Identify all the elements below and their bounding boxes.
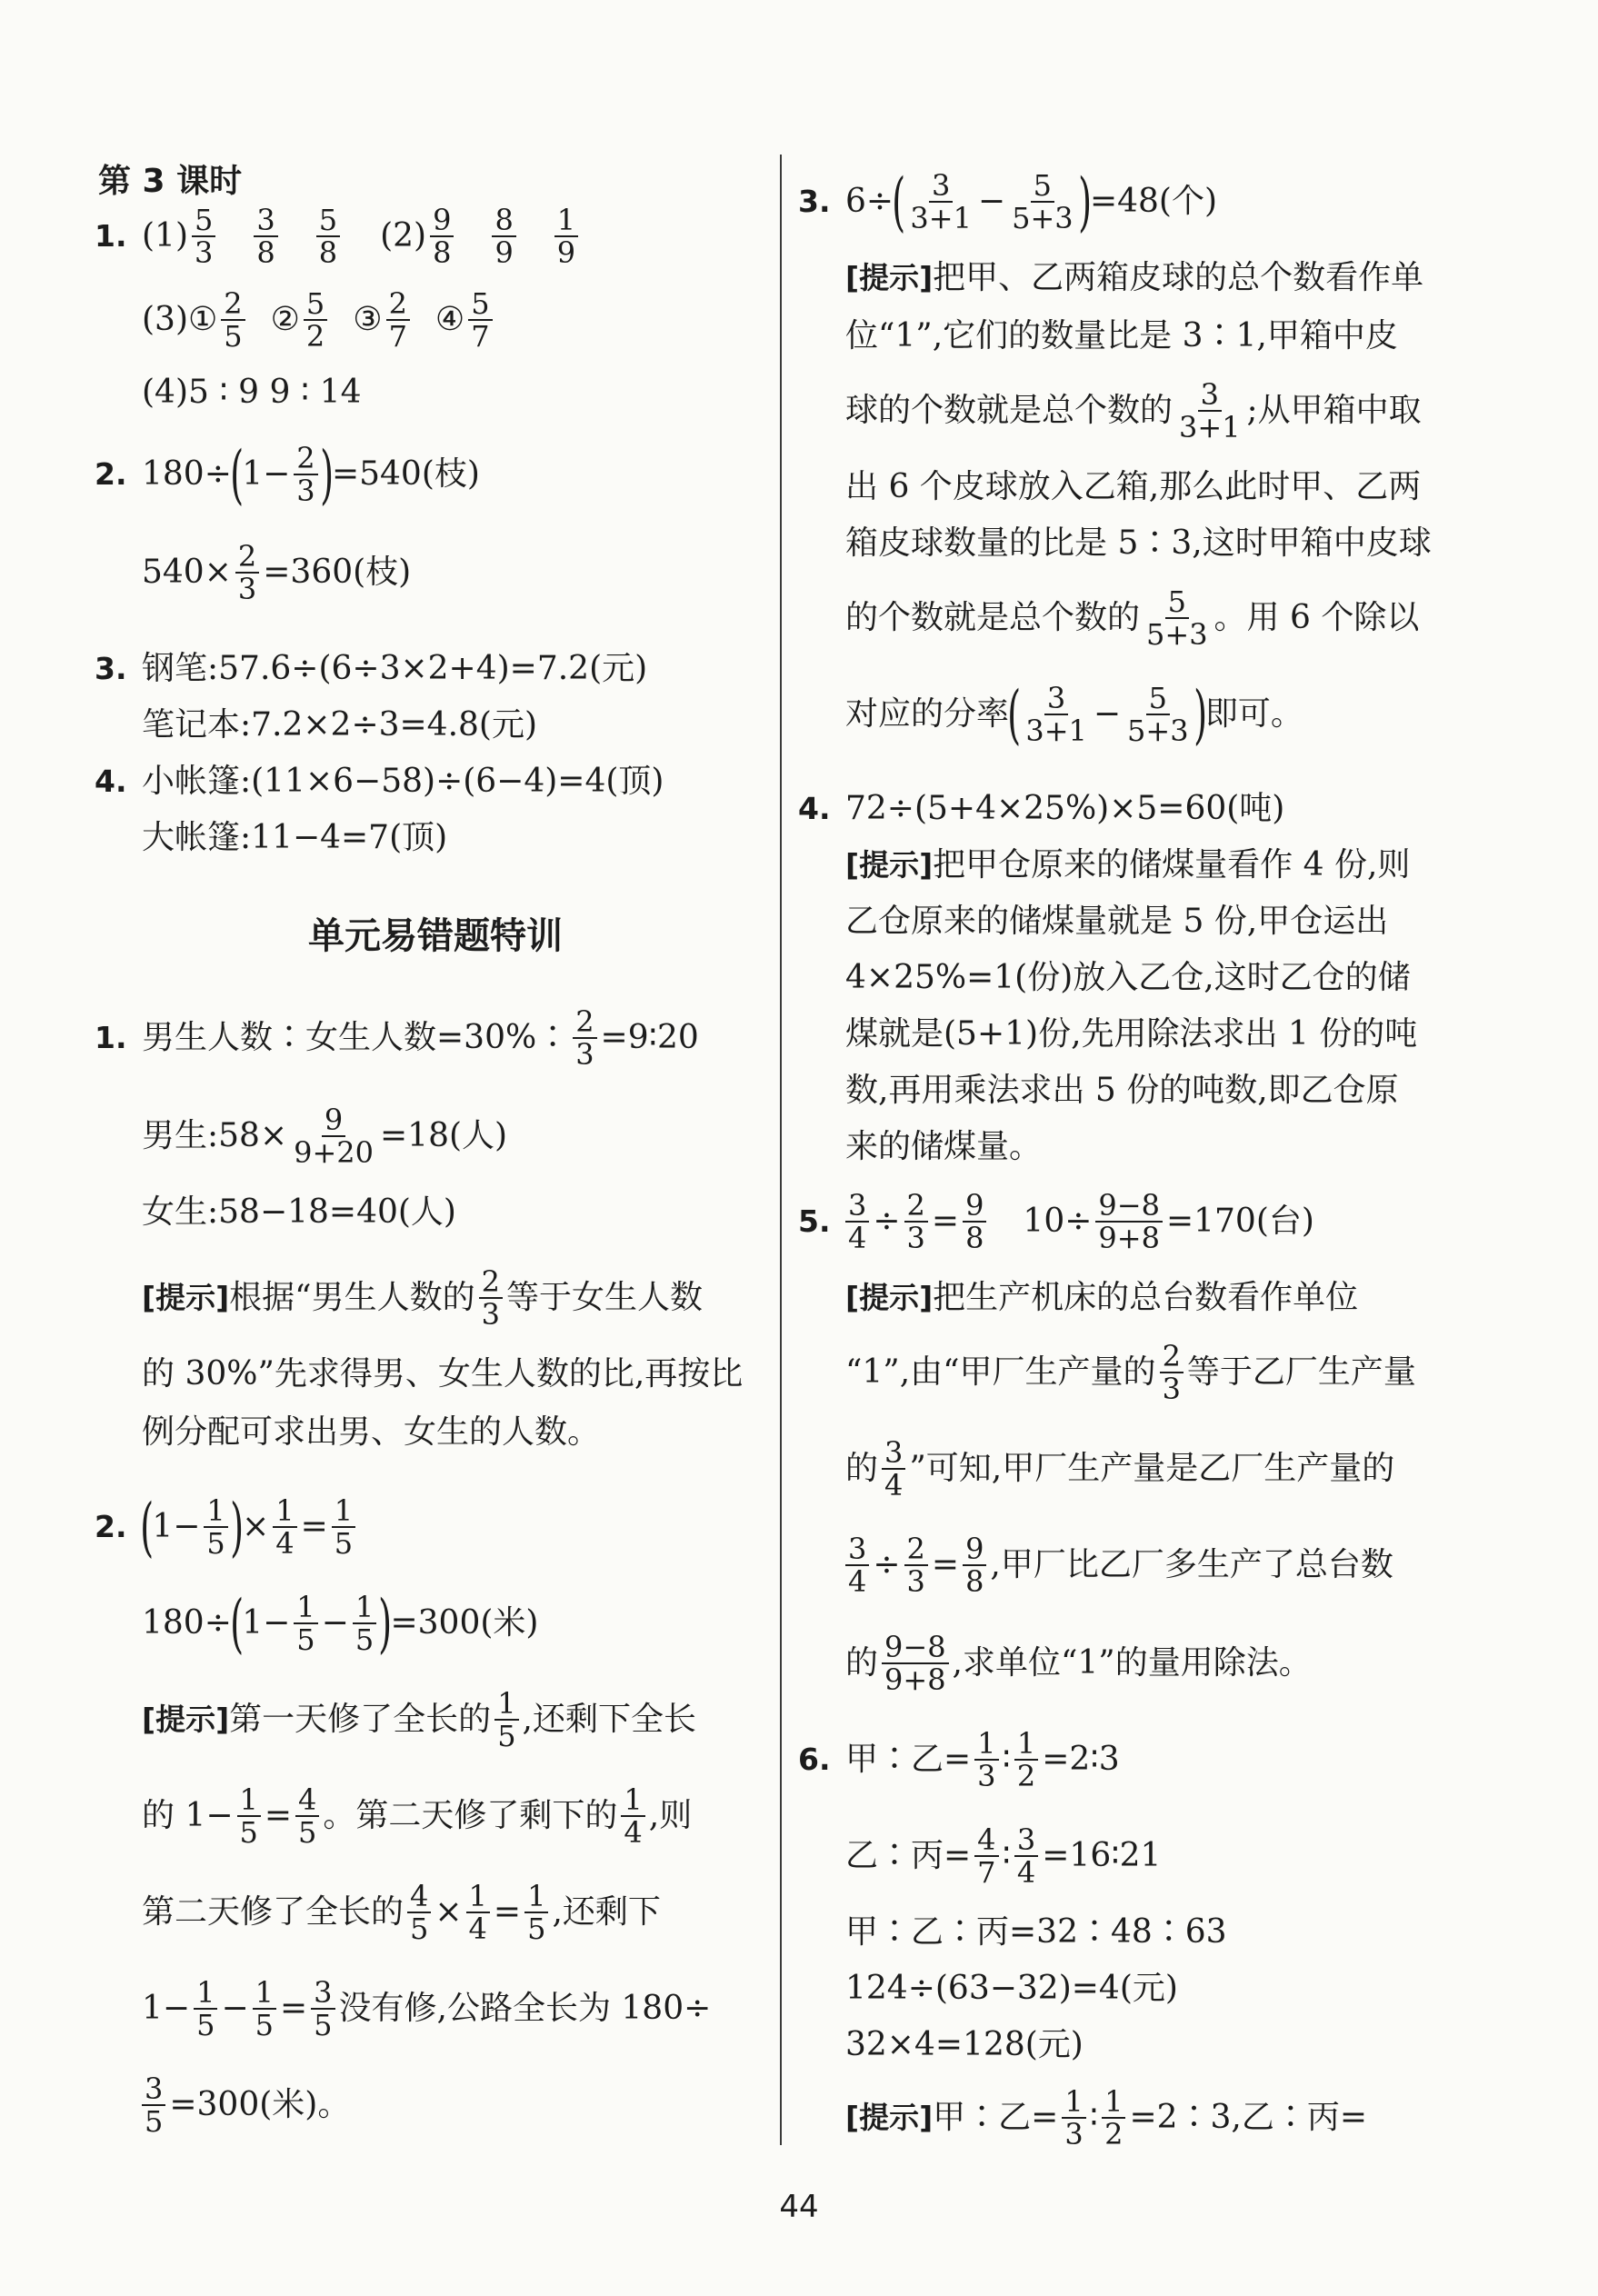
fraction: $\frac{4}{5}$ <box>295 1784 319 1848</box>
fraction: $\frac{8}{9}$ <box>492 205 515 268</box>
fraction: $\frac{5}{8}$ <box>316 205 340 268</box>
fraction: $\frac{5}{5+3}$ <box>1127 681 1189 748</box>
answer-line: ( 1− $\frac{1}{5}$ ) × $\frac{1}{4}$ = $\frac{1}{5}$ <box>142 1509 359 1545</box>
hint-line: $\frac{3}{4}$ ÷ $\frac{2}{3}$ = $\frac{9}{8}$ ,甲厂比乙厂多生产了总台数 <box>845 1547 1393 1583</box>
hint-line: [提示] 把生产机床的总台数看作单位 <box>845 1279 1359 1316</box>
hint-line: 球的个数就是总个数的 $\frac{3}{3+1}$ ;从甲箱中取 <box>845 377 1422 444</box>
hint-line: 箱皮球数量的比是 5∶3,这时甲箱中皮球 <box>845 524 1432 562</box>
hint-line: [提示] 把甲、乙两箱皮球的总个数看作单 <box>845 259 1424 296</box>
hint-label: [提示] <box>845 1280 934 1315</box>
hint-line: 4×25%=1(份)放入乙仓,这时乙仓的储 <box>845 959 1411 996</box>
answer-line: 笔记本:7.2×2÷3=4.8(元) <box>142 706 538 744</box>
hint-line: 数,再用乘法求出 5 份的吨数,即乙仓原 <box>845 1072 1399 1109</box>
fraction: $\frac{1}{5}$ <box>204 1495 227 1559</box>
fraction: $\frac{2}{3}$ <box>904 1190 928 1253</box>
fraction: $\frac{2}{7}$ <box>386 288 410 352</box>
hint-line: [提示] 甲∶乙= $\frac{1}{3}$ ∶ $\frac{1}{2}$ =2∶3,乙∶丙= <box>845 2084 1368 2151</box>
fraction: $\frac{2}{3}$ <box>573 1006 596 1070</box>
fraction: $\frac{1}{4}$ <box>621 1784 644 1848</box>
column-divider <box>780 155 782 2145</box>
hint-label: [提示] <box>142 1280 230 1315</box>
hint-line: “1”,由“甲厂生产量的 $\frac{2}{3}$ 等于乙厂生产量 <box>845 1339 1416 1406</box>
fraction: $\frac{5}{5+3}$ <box>1012 168 1074 235</box>
fraction: $\frac{5}{5+3}$ <box>1146 584 1208 652</box>
fraction: $\frac{3}{4}$ <box>1014 1824 1038 1888</box>
fraction: $\frac{2}{3}$ <box>1160 1341 1184 1404</box>
hint-line: 来的储煤量。 <box>845 1128 1043 1165</box>
fraction: $\frac{2}{5}$ <box>221 288 245 352</box>
fraction: $\frac{5}{3}$ <box>192 205 215 268</box>
fraction: $\frac{1}{5}$ <box>524 1881 548 1944</box>
hint-line: 第二天修了全长的 $\frac{4}{5}$ × $\frac{1}{4}$ = $\frac{1}{5}$ ,还剩下 <box>142 1879 661 1946</box>
fraction: $\frac{9-8}{9+8}$ <box>1095 1190 1163 1253</box>
fraction: $\frac{3}{8}$ <box>254 205 277 268</box>
fraction: $\frac{3}{3+1}$ <box>1179 377 1241 444</box>
answer-line: 男生人数∶女生人数=30%∶ $\frac{2}{3}$ =9∶20 <box>142 1004 699 1072</box>
fraction: $\frac{3}{5}$ <box>311 1977 335 2041</box>
question-number: 4. <box>95 764 127 799</box>
fraction: $\frac{4}{5}$ <box>407 1881 431 1944</box>
hint-line: 的 30%”先求得男、女生人数的比,再按比 <box>142 1355 744 1393</box>
answer-line: $\frac{3}{4}$ ÷ $\frac{2}{3}$ = $\frac{9}{8}$ 10÷ $\frac{9-8}{9+8}$ =170(台) <box>845 1203 1314 1240</box>
lesson-title: 第 3 课时 <box>98 163 243 200</box>
answer-line: 甲∶乙= $\frac{1}{3}$ ∶ $\frac{1}{2}$ =2∶3 <box>845 1726 1120 1793</box>
fraction: $\frac{3}{3+1}$ <box>910 168 972 235</box>
hint-line: 的 $\frac{9-8}{9+8}$ ,求单位“1”的量用除法。 <box>845 1630 1312 1697</box>
fraction: $\frac{1}{5}$ <box>294 1592 317 1655</box>
fraction: $\frac{4}{7}$ <box>974 1824 998 1888</box>
hint-label: [提示] <box>845 2100 934 2135</box>
fraction: $\frac{1}{5}$ <box>494 1688 518 1752</box>
hint-label: [提示] <box>142 1702 230 1737</box>
fraction: $\frac{9}{9+20}$ <box>294 1103 374 1170</box>
answer-line: 124÷(63−32)=4(元) <box>845 1970 1178 2007</box>
question-number: 4. <box>798 791 831 826</box>
fraction: $\frac{3}{4}$ <box>845 1190 869 1253</box>
answer-line: 大帐篷:11−4=7(顶) <box>142 819 448 856</box>
answer-line: 钢笔:57.6÷(6÷3×2+4)=7.2(元) <box>142 650 648 687</box>
fraction: $\frac{1}{2}$ <box>1102 2086 1125 2150</box>
fraction: $\frac{1}{3}$ <box>974 1728 998 1792</box>
fraction: $\frac{1}{4}$ <box>466 1881 490 1944</box>
answer-line: 乙∶丙= $\frac{4}{7}$ ∶ $\frac{3}{4}$ =16∶21 <box>845 1822 1162 1890</box>
fraction: $\frac{1}{5}$ <box>353 1592 376 1655</box>
fraction: $\frac{3}{4}$ <box>882 1437 905 1501</box>
fraction: $\frac{3}{3+1}$ <box>1025 681 1087 748</box>
fraction: $\frac{1}{4}$ <box>273 1495 296 1559</box>
fraction: $\frac{5}{7}$ <box>468 288 492 352</box>
fraction: $\frac{1}{9}$ <box>554 205 578 268</box>
hint-line: 例分配可求出男、女生的人数。 <box>142 1413 601 1451</box>
answer-line: 男生:58× $\frac{9}{9+20}$ =18(人) <box>142 1103 508 1170</box>
answer-line: 180÷ ( 1− $\frac{1}{5}$ − $\frac{1}{5}$ ) =300(米) <box>142 1586 539 1661</box>
answer-line: 甲∶乙∶丙=32∶48∶63 <box>845 1913 1227 1951</box>
fraction: $\frac{1}{5}$ <box>332 1495 355 1559</box>
page-number: 44 <box>779 2189 819 2225</box>
question-number: 1. <box>95 1020 127 1055</box>
fraction: $\frac{1}{5}$ <box>253 1977 276 2041</box>
hint-line: 位“1”,它们的数量比是 3∶1,甲箱中皮 <box>845 317 1398 354</box>
hint-line: [提示] 第一天修了全长的 $\frac{1}{5}$ ,还剩下全长 <box>142 1686 696 1753</box>
hint-line: [提示] 根据“男生人数的 $\frac{2}{3}$ 等于女生人数 <box>142 1264 703 1332</box>
question-number: 6. <box>798 1742 831 1777</box>
question-number: 1. <box>95 218 127 254</box>
fraction: $\frac{3}{4}$ <box>845 1533 869 1597</box>
fraction: $\frac{2}{3}$ <box>294 443 317 506</box>
fraction: $\frac{9-8}{9+8}$ <box>882 1632 949 1695</box>
hint-line: 出 6 个皮球放入乙箱,那么此时甲、乙两 <box>845 468 1422 505</box>
hint-line: 的 $\frac{3}{4}$ ”可知,甲厂生产量是乙厂生产量的 <box>845 1435 1395 1502</box>
fraction: $\frac{1}{2}$ <box>1014 1728 1038 1792</box>
fraction: $\frac{5}{2}$ <box>304 288 327 352</box>
fraction: $\frac{3}{5}$ <box>142 2073 165 2137</box>
hint-label: [提示] <box>845 260 934 295</box>
fraction: $\frac{1}{5}$ <box>194 1977 217 2041</box>
fraction: $\frac{2}{3}$ <box>904 1533 928 1597</box>
hint-line: 乙仓原来的储煤量就是 5 份,甲仓运出 <box>845 903 1389 940</box>
fraction: $\frac{1}{3}$ <box>1062 2086 1085 2150</box>
hint-line: $\frac{3}{5}$ =300(米)。 <box>142 2087 350 2123</box>
hint-line: 的个数就是总个数的 $\frac{5}{5+3}$ 。用 6 个除以 <box>845 584 1420 652</box>
fraction: $\frac{9}{8}$ <box>430 205 454 268</box>
answer-line: 180÷ ( 1− $\frac{2}{3}$ ) =540(枝) <box>142 437 480 512</box>
question-number: 2. <box>95 456 127 492</box>
question-number: 3. <box>95 651 127 686</box>
fraction: $\frac{9}{8}$ <box>963 1190 986 1253</box>
answer-line: 女生:58−18=40(人) <box>142 1193 456 1231</box>
answer-line: 72÷(5+4×25%)×5=60(吨) <box>845 790 1285 827</box>
question-number: 2. <box>95 1509 127 1544</box>
question-number: 3. <box>798 184 831 219</box>
fraction: $\frac{2}{3}$ <box>479 1266 503 1330</box>
answer-line: (3) ① $\frac{2}{5}$ ② $\frac{5}{2}$ ③ $\frac{2}{7}$ ④ $\frac{5}{7}$ <box>142 302 496 338</box>
hint-line: 1− $\frac{1}{5}$ − $\frac{1}{5}$ = $\frac{3}{5}$ 没有修,公路全长为 180÷ <box>142 1975 712 2042</box>
answer-line: 540× $\frac{2}{3}$ =360(枝) <box>142 539 412 606</box>
hint-line: 对应的分率 ( $\frac{3}{3+1}$ − $\frac{5}{5+3}$ ) 即可。 <box>845 677 1303 752</box>
fraction: $\frac{1}{5}$ <box>237 1784 261 1848</box>
hint-line: 煤就是(5+1)份,先用除法求出 1 份的吨 <box>845 1015 1418 1053</box>
answer-line: (1) $\frac{5}{3}$ $\frac{3}{8}$ $\frac{5}{8}$ (2) $\frac{9}{8}$ $\frac{8}{9}$ $\frac{1}{9}$ <box>142 218 582 255</box>
hint-line: 的 1− $\frac{1}{5}$ = $\frac{4}{5}$ 。第二天修了剩下的 $\frac{1}{4}$ ,则 <box>142 1782 693 1850</box>
fraction: $\frac{2}{3}$ <box>235 541 259 604</box>
answer-line: 6÷ ( $\frac{3}{3+1}$ − $\frac{5}{5+3}$ ) =48(个) <box>845 165 1218 239</box>
section-title: 单元易错题特训 <box>308 915 563 957</box>
answer-line: 小帐篷:(11×6−58)÷(6−4)=4(顶) <box>142 763 664 800</box>
hint-line: [提示] 把甲仓原来的储煤量看作 4 份,则 <box>845 846 1411 883</box>
question-number: 5. <box>798 1203 831 1239</box>
hint-label: [提示] <box>845 847 934 883</box>
fraction: $\frac{9}{8}$ <box>963 1533 986 1597</box>
answer-line: (4)5 ∶ 9 9 ∶ 14 <box>142 374 362 411</box>
answer-line: 32×4=128(元) <box>845 2026 1084 2063</box>
